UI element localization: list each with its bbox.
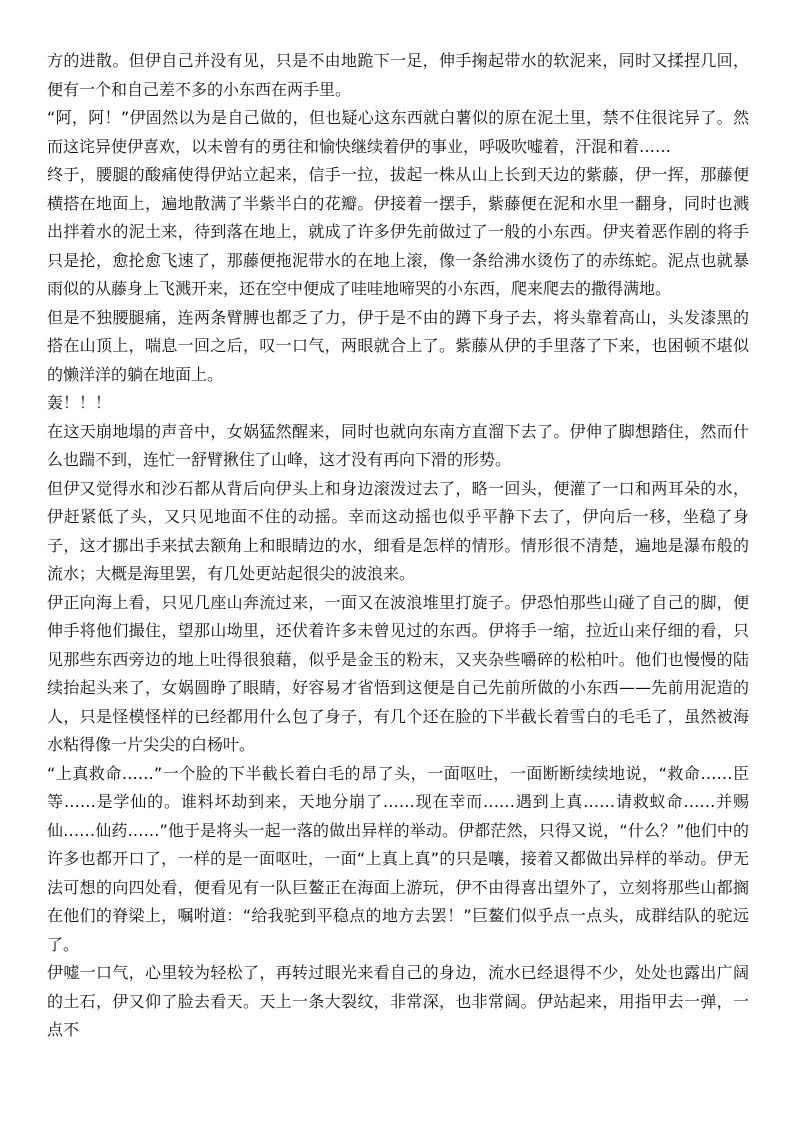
paragraph-4: 但是不独腰腿痛，连两条臂膊也都乏了力，伊于是不由的蹲下身子去，将头靠着高山，头发漆黑的搭在山顶上，喘息一回之后，叹一口气，两眼就合上了。紫藤从伊的手里落了下来，也困顿不堪似的懒洋洋的躺在地面上。 xyxy=(47,307,749,384)
paragraph-9: “上真救命……”一个脸的下半截长着白毛的昂了头，一面呕吐，一面断断续续地说，“救命……臣等……是学仙的。谁料坏劫到来，天地分崩了……现在幸而……遇到上真……请救蚁命……并赐仙……仙药……”他于是将头一起一落的做出异样的举动。伊都茫然，只得又说，“什么？”他们中的许多也都开口了，一样的是一面呕吐，一面“上真上真”的只是嚷，接着又都做出异样的举动。伊无法可想的向四处看，便看见有一队巨鳌正在海面上游玩，伊不由得喜出望外了，立刻将那些山都搁在他们的脊梁上，嘱咐道：“给我驼到平稳点的地方去罢！”巨鳌们似乎点一点头，成群结队的驼远了。 xyxy=(47,763,749,954)
paragraph-7: 但伊又觉得水和沙石都从背后向伊头上和身边滚泼过去了，略一回头，便灌了一口和两耳朵的水，伊赶紧低了头，又只见地面不住的动摇。幸而这动摇也似乎平静下去了，伊向后一移，坐稳了身子，这才挪出手来拭去额角上和眼睛边的水，细看是怎样的情形。情形很不清楚，遍地是瀑布般的流水；大概是海里罢，有几处更站起很尖的波浪来。 xyxy=(47,478,749,583)
paragraph-1: 方的进散。但伊自己并没有见，只是不由地跪下一足，伸手掬起带水的软泥来，同时又揉捏几回，便有一个和自己差不多的小东西在两手里。 xyxy=(47,51,749,99)
document-page xyxy=(47,47,749,1045)
paragraph-10: 伊嘘一口气，心里较为轻松了，再转过眼光来看自己的身边，流水已经退得不少，处处也露出广阔的土石，伊又仰了脸去看天。天上一条大裂纹，非常深，也非常阔。伊站起来，用指甲去一弹，一点不 xyxy=(47,963,749,1039)
paragraph-8: 伊正向海上看，只见几座山奔流过来，一面又在波浪堆里打旋子。伊恐怕那些山碰了自己的脚，便伸手将他们撮住，望那山坳里，还伏着许多未曾见过的东西。伊将手一缩，拉近山来仔细的看，只见那些东西旁边的地上吐得很狼藉，似乎是金玉的粉末，又夹杂些嚼碎的松柏叶。他们也慢慢的陆续抬起头来了，女娲圆睁了眼睛，好容易才省悟到这便是自己先前所做的小东西——先前用泥造的人，只是怪模怪样的已经都用什么包了身子，有几个还在脸的下半截长着雪白的毛毛了，虽然被海水粘得像一片尖尖的白杨叶。 xyxy=(47,592,749,754)
paragraph-3: 终于，腰腿的酸痛使得伊站立起来，信手一拉，拔起一株从山上长到天边的紫藤，伊一挥，那藤便横搭在地面上，遍地散满了半紫半白的花瓣。伊接着一摆手，紫藤便在泥和水里一翻身，同时也溅出拌着水的泥土来，待到落在地上，就成了许多伊先前做过了一般的小东西。伊夹着恶作剧的将手只是抡，愈抡愈飞速了，那藤便拖泥带水的在地上滚，像一条给沸水烫伤了的赤练蛇。泥点也就暴雨似的从藤身上飞溅开来，还在空中便成了哇哇地啼哭的小东西，爬来爬去的撒得满地。 xyxy=(47,165,749,298)
paragraph-6: 在这天崩地塌的声音中，女娲猛然醒来，同时也就向东南方直溜下去了。伊伸了脚想踏住，然而什么也踹不到，连忙一舒臂揪住了山峰，这才没有再向下滑的形势。 xyxy=(47,421,749,469)
paragraph-5: 轰！！！ xyxy=(47,393,112,412)
paragraph-2: “阿，阿！”伊固然以为是自己做的，但也疑心这东西就白薯似的原在泥土里，禁不住很诧异了。然而这诧异使伊喜欢，以未曾有的勇往和愉快继续着伊的事业，呼吸吹嘘着，汗混和着…… xyxy=(47,108,749,156)
